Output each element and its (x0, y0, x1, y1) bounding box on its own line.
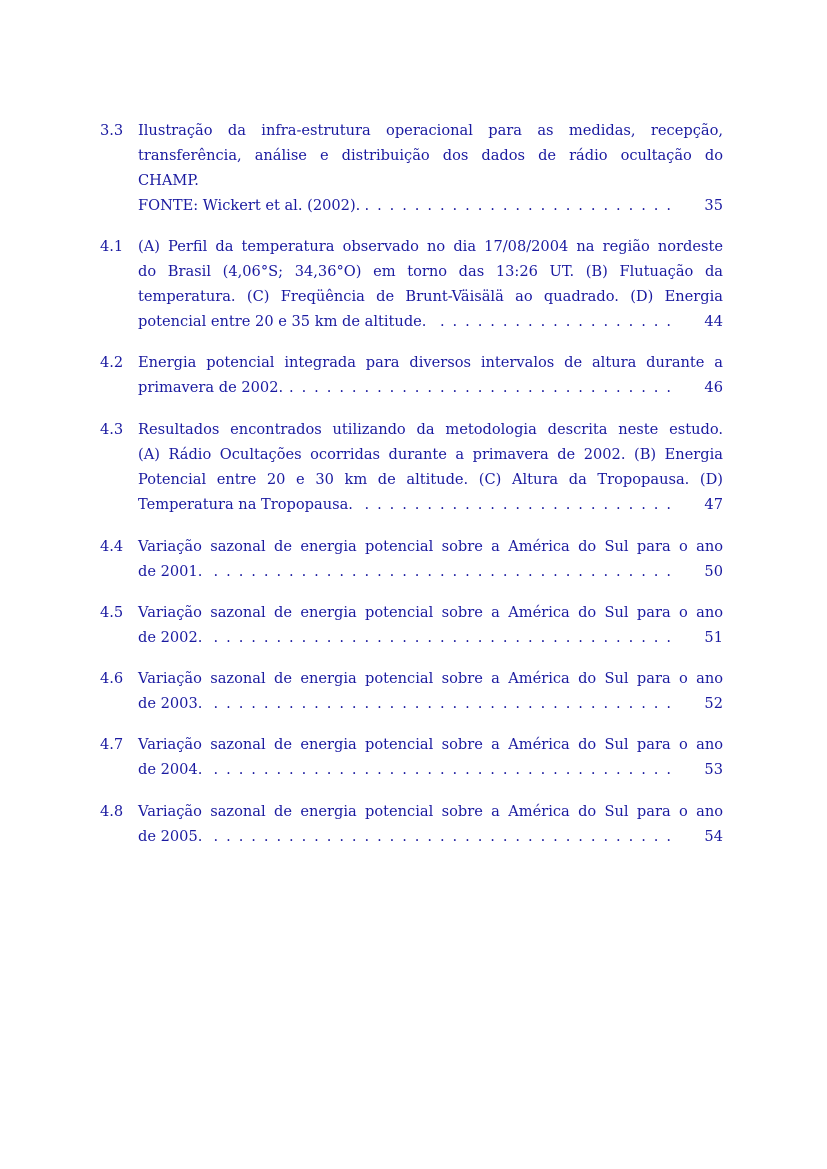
figure-caption (138, 666, 723, 716)
caption-line: (A) Perfil da temperatura observado no dia 17/08/2004 na região nordeste (138, 238, 723, 255)
figure-caption (138, 118, 723, 218)
figure-caption (138, 600, 723, 650)
caption-line: CHAMP. (138, 172, 199, 189)
caption-last-line[interactable] (138, 824, 723, 849)
caption-last-line[interactable] (138, 492, 723, 517)
caption-line: (A) Rádio Ocultações ocorridas durante a primavera de 2002. (B) Energia (138, 446, 723, 463)
caption-line: Variação sazonal de energia potencial sobre a América do Sul para o ano (138, 803, 723, 820)
caption-last-line[interactable] (138, 309, 723, 334)
dot-leader (208, 691, 671, 716)
caption-line: FONTE: Wickert et al. (2002). (138, 197, 361, 214)
caption-line: do Brasil (4,06°S; 34,36°O) em torno das 13:26 UT. (B) Flutuação da (138, 263, 723, 280)
page-number[interactable]: 35 (704, 197, 723, 214)
figure-caption (138, 799, 723, 849)
figure-caption (138, 234, 723, 334)
dot-leader (366, 193, 671, 218)
caption-line: Energia potencial integrada para diversos intervalos de altura durante a (138, 354, 723, 371)
figure-number: 4.1 (100, 238, 124, 255)
figure-caption (138, 732, 723, 782)
caption-last-line[interactable] (138, 757, 723, 782)
page-number[interactable]: 46 (704, 379, 723, 396)
caption-last-line[interactable] (138, 375, 723, 400)
figure-caption (138, 417, 723, 517)
figure-number: 4.6 (100, 670, 124, 687)
page-number[interactable]: 50 (704, 563, 723, 580)
caption-line: Ilustração da infra-estrutura operacional para as medidas, recepção, (138, 122, 723, 139)
figure-number: 4.7 (100, 736, 124, 753)
figure-caption (138, 350, 723, 400)
caption-line: Resultados encontrados utilizando da metodologia descrita neste estudo. (138, 421, 723, 438)
caption-line: Variação sazonal de energia potencial sobre a América do Sul para o ano (138, 670, 723, 687)
caption-line: de 2005. (138, 828, 203, 845)
page-number[interactable]: 44 (704, 313, 723, 330)
caption-line: de 2001. (138, 563, 203, 580)
caption-line: potencial entre 20 e 35 km de altitude. (138, 313, 427, 330)
figure-number: 4.4 (100, 538, 124, 555)
caption-line: de 2002. (138, 629, 203, 646)
page-number[interactable]: 47 (704, 496, 723, 513)
page-number[interactable]: 51 (704, 629, 723, 646)
caption-line: Variação sazonal de energia potencial sobre a América do Sul para o ano (138, 736, 723, 753)
dot-leader (208, 824, 671, 849)
dot-leader (208, 757, 671, 782)
page-number[interactable]: 52 (704, 695, 723, 712)
caption-line: de 2003. (138, 695, 203, 712)
dot-leader (432, 309, 671, 334)
caption-last-line[interactable] (138, 691, 723, 716)
figure-number: 4.2 (100, 354, 124, 371)
figure-number: 3.3 (100, 122, 124, 139)
caption-line: Variação sazonal de energia potencial sobre a América do Sul para o ano (138, 538, 723, 555)
caption-last-line[interactable] (138, 559, 723, 584)
figure-caption (138, 534, 723, 584)
dot-leader (208, 625, 671, 650)
caption-line: de 2004. (138, 761, 203, 778)
caption-last-line[interactable] (138, 193, 723, 218)
dot-leader (208, 559, 671, 584)
dot-leader (359, 492, 671, 517)
figure-number: 4.5 (100, 604, 124, 621)
caption-line: transferência, análise e distribuição dos dados de rádio ocultação do (138, 147, 723, 164)
caption-line: Variação sazonal de energia potencial sobre a América do Sul para o ano (138, 604, 723, 621)
figure-number: 4.8 (100, 803, 124, 820)
page-number[interactable]: 54 (704, 828, 723, 845)
caption-line: temperatura. (C) Freqüência de Brunt-Väisälä ao quadrado. (D) Energia (138, 288, 723, 305)
caption-line: Temperatura na Tropopausa. (138, 496, 353, 513)
caption-line: primavera de 2002. (138, 379, 284, 396)
figure-number: 4.3 (100, 421, 124, 438)
caption-last-line[interactable] (138, 625, 723, 650)
caption-line: Potencial entre 20 e 30 km de altitude. (C) Altura da Tropopausa. (D) (138, 471, 723, 488)
dot-leader (289, 375, 671, 400)
page-number[interactable]: 53 (704, 761, 723, 778)
